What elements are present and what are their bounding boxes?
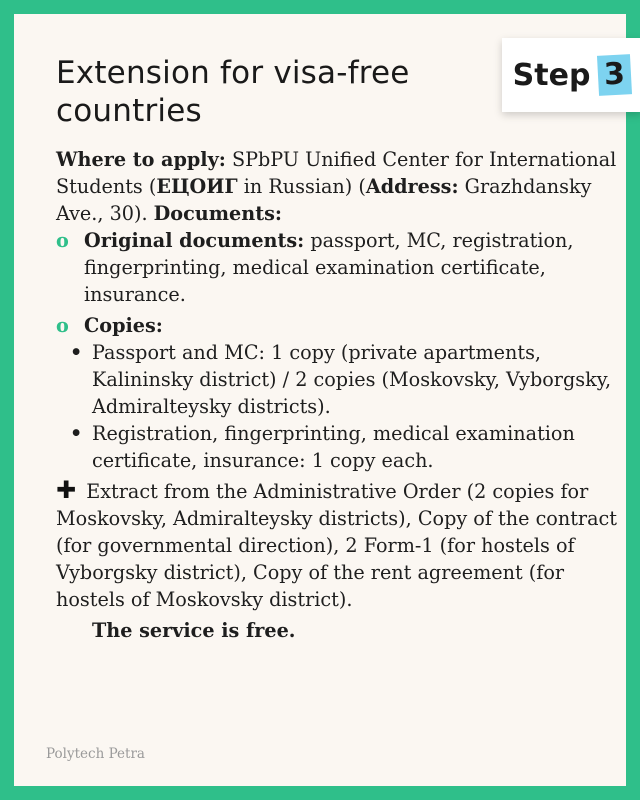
step-number: 3 [597,54,632,96]
extra-text: Extract from the Administrative Order (2 copies for Moskovsky, Admiralteysky districts), Copy of the contract (for governmental direction), 2 Form-1 (for hostels of Vyborgsky district), Copy of the rent agreement (for hostels of Moskovsky district). [56,480,617,611]
where-text-2: in Russian) ( [237,175,366,198]
circle-bullet-icon: o [56,229,69,252]
address-text: Grazhdansky Ave., 30). [56,175,592,225]
original-label: Original documents: [84,229,305,252]
service-free-note: The service is free. [92,619,296,642]
documents-label: Documents: [153,202,282,225]
content-body [56,146,618,644]
original-text: passport, MC, registration, fingerprinting, medical examination certificate, insurance. [84,229,574,306]
center-abbr: ЕЦОИГ [156,175,238,198]
bullet-icon: • [70,422,83,445]
circle-bullet-icon: o [56,314,69,337]
copies-item-1: Passport and MC: 1 copy (private apartments, Kalininsky district) / 2 copies (Moskovsky, Vyborgsky, Admiralteysky districts). [92,341,612,418]
bullet-icon: • [70,341,83,364]
where-label: Where to apply: [56,148,226,171]
copies-item-2: Registration, fingerprinting, medical examination certificate, insurance: 1 copy each. [92,422,575,472]
list-item [56,339,618,420]
step-badge [502,38,640,112]
plus-icon: ✚ [56,476,77,504]
original-documents-item [56,227,618,308]
step-label: Step [512,57,591,93]
list-item [56,420,618,474]
copies-list [56,339,618,474]
info-card [14,14,626,786]
copies-item [56,312,618,339]
copies-label: Copies: [84,314,163,337]
where-text-1: SPbPU Unified Center for International Students ( [56,148,617,198]
where-to-apply [56,146,618,227]
address-label: Address: [365,175,459,198]
watermark: Polytech Petra [46,746,145,762]
page-title: Extension for visa-free countries [56,55,410,129]
extra-documents [56,478,618,613]
